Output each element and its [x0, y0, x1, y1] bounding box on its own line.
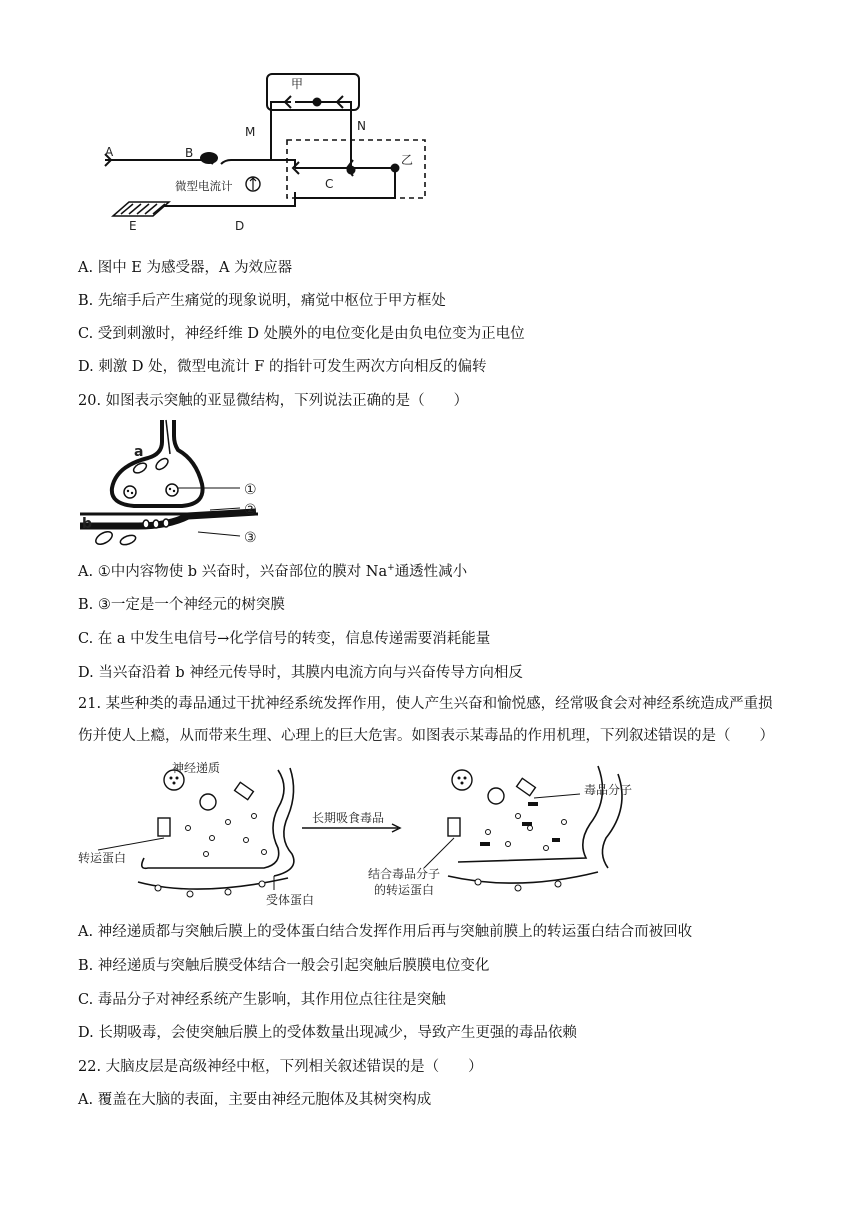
q20-option-c: C. 在 a 中发生电信号→化学信号的转变，信息传递需要消耗能量: [78, 631, 491, 647]
label-circle-1: ①: [244, 482, 257, 498]
label-b: b: [82, 516, 93, 532]
label-a: a: [134, 444, 144, 460]
label-N: N: [357, 119, 366, 133]
label-long-term-drug-use: 长期吸食毒品: [312, 811, 385, 825]
reflex-arc-diagram: [95, 68, 435, 240]
q21-option-b: B. 神经递质与突触后膜受体结合一般会引起突触后膜膜电位变化: [78, 958, 490, 974]
synapse-diagram: [78, 414, 278, 550]
q21-option-d: D. 长期吸毒，会使突触后膜上的受体数量出现减少，导致产生更强的毒品依赖: [78, 1025, 577, 1041]
label-D: D: [235, 219, 245, 233]
label-A: A: [105, 145, 114, 159]
q21-option-c: C. 毒品分子对神经系统产生影响，其作用位点往往是突触: [78, 992, 446, 1008]
label-neurotransmitter: 神经递质: [172, 761, 221, 775]
q19-option-a: A. 图中 E 为感受器，A 为效应器: [78, 260, 293, 276]
label-jia: 甲: [291, 77, 304, 91]
label-bound-transporter-1: 结合毒品分子: [368, 867, 441, 881]
q19-option-b: B. 先缩手后产生痛觉的现象说明，痛觉中枢位于甲方框处: [78, 293, 446, 309]
q19-option-d: D. 刺激 D 处，微型电流计 F 的指针可发生两次方向相反的偏转: [78, 359, 487, 375]
label-receptor: 受体蛋白: [266, 893, 315, 907]
label-meter: 微型电流计: [175, 179, 233, 193]
label-drug-molecule: 毒品分子: [584, 783, 633, 797]
drug-mechanism-diagram: [78, 758, 678, 908]
label-transporter: 转运蛋白: [78, 851, 127, 865]
label-B: B: [185, 146, 194, 160]
q21-stem: 21. 某些种类的毒品通过干扰神经系统发挥作用，使人产生兴奋和愉悦感，经常吸食会对神经系统造成严重损伤并使人上瘾，从而带来生理、心理上的巨大危害。如图表示某毒品的作用机理，下列叙述错误的是（ ）: [78, 696, 774, 744]
label-bound-transporter-2: 的转运蛋白: [374, 883, 435, 897]
q20-stem: 20. 如图表示突触的亚显微结构，下列说法正确的是（ ）: [78, 393, 469, 409]
q22-stem: 22. 大脑皮层是高级神经中枢，下列相关叙述错误的是（ ）: [78, 1059, 483, 1075]
label-circle-2: ②: [244, 502, 257, 518]
q20-option-b: B. ③一定是一个神经元的树突膜: [78, 597, 285, 613]
label-M: M: [245, 125, 256, 139]
q20-option-d: D. 当兴奋沿着 b 神经元传导时，其膜内电流方向与兴奋传导方向相反: [78, 665, 523, 681]
label-yi: 乙: [401, 153, 414, 167]
q19-option-c: C. 受到刺激时，神经纤维 D 处膜外的电位变化是由负电位变为正电位: [78, 326, 525, 342]
q20-option-a: A. ①中内容物使 b 兴奋时，兴奋部位的膜对 Na+通透性减小: [78, 563, 468, 580]
label-circle-3: ③: [244, 530, 257, 546]
label-C: C: [325, 177, 334, 191]
q21-option-a: A. 神经递质都与突触后膜上的受体蛋白结合发挥作用后再与突触前膜上的转运蛋白结合而被回收: [78, 924, 693, 940]
q22-option-a: A. 覆盖在大脑的表面，主要由神经元胞体及其树突构成: [78, 1092, 432, 1108]
label-E: E: [129, 219, 137, 233]
